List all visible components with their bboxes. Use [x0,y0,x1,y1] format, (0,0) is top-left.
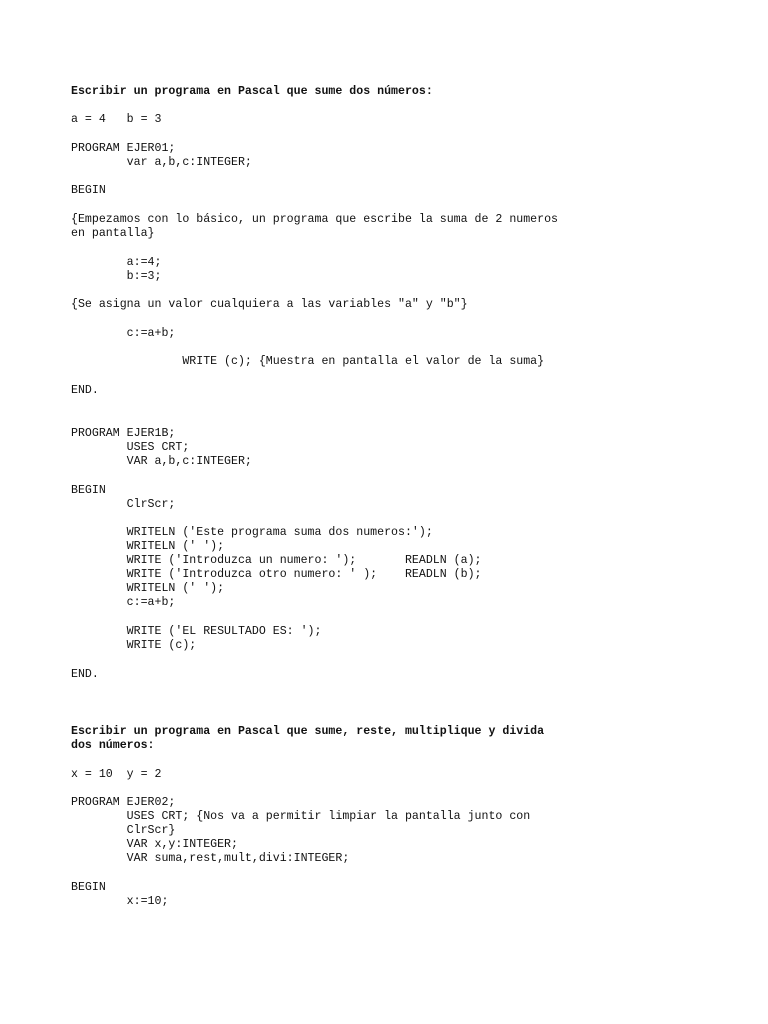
program-1-end: END. [71,384,99,397]
program-1b-write-c: WRITE (c); [71,639,197,652]
program-1b-clrscr: ClrScr; [71,498,176,511]
program-1b-begin: BEGIN [71,484,106,497]
program-1-assign-b: b:=3; [71,270,162,283]
program-1b-write-b: WRITE ('Introduzca otro numero: ' ); READLN (b); [71,568,482,581]
program-2-var-xy: VAR x,y:INTEGER; [71,838,238,851]
program-1b-assign-c: c:=a+b; [71,596,176,609]
program-1-header: PROGRAM EJER01; [71,142,176,155]
program-1-begin: BEGIN [71,184,106,197]
program-2-header: PROGRAM EJER02; [71,796,176,809]
program-2-var-ops: VAR suma,rest,mult,divi:INTEGER; [71,852,350,865]
program-1-assign-c: c:=a+b; [71,327,176,340]
program-1b-writeln-2: WRITELN (' '); [71,540,225,553]
program-1b-header: PROGRAM EJER1B; [71,427,176,440]
program-2-uses-line-2: ClrScr} [71,824,176,837]
program-1b-end: END. [71,668,99,681]
program-1b-write-a: WRITE ('Introduzca un numero: '); READLN (a); [71,554,482,567]
program-1b-writeln-3: WRITELN (' '); [71,582,225,595]
program-2-begin: BEGIN [71,881,106,894]
exercise-1-heading: Escribir un programa en Pascal que sume dos números: [71,85,433,98]
program-1-write-line: WRITE (c); {Muestra en pantalla el valor de la suma} [71,355,545,368]
program-1b-write-result: WRITE ('EL RESULTADO ES: '); [71,625,322,638]
program-1-comment-line-2: en pantalla} [71,227,155,240]
exercise-2-heading-line-1: Escribir un programa en Pascal que sume, reste, multiplique y divida [71,725,545,738]
exercise-2-values: x = 10 y = 2 [71,768,162,781]
program-1b-uses: USES CRT; [71,441,190,454]
program-1-comment-2: {Se asigna un valor cualquiera a las variables "a" y "b"} [71,298,468,311]
program-1-comment-line-1: {Empezamos con lo básico, un programa que escribe la suma de 2 numeros [71,213,559,226]
program-1b-writeln-1: WRITELN ('Este programa suma dos numeros:'); [71,526,433,539]
exercise-1-values: a = 4 b = 3 [71,113,162,126]
program-1-assign-a: a:=4; [71,256,162,269]
exercise-2-heading-line-2: dos números: [71,739,155,752]
program-2-assign-x: x:=10; [71,895,169,908]
program-1-var-declaration: var a,b,c:INTEGER; [71,156,252,169]
program-2-uses-line-1: USES CRT; {Nos va a permitir limpiar la pantalla junto con [71,810,531,823]
program-1b-var-declaration: VAR a,b,c:INTEGER; [71,455,252,468]
